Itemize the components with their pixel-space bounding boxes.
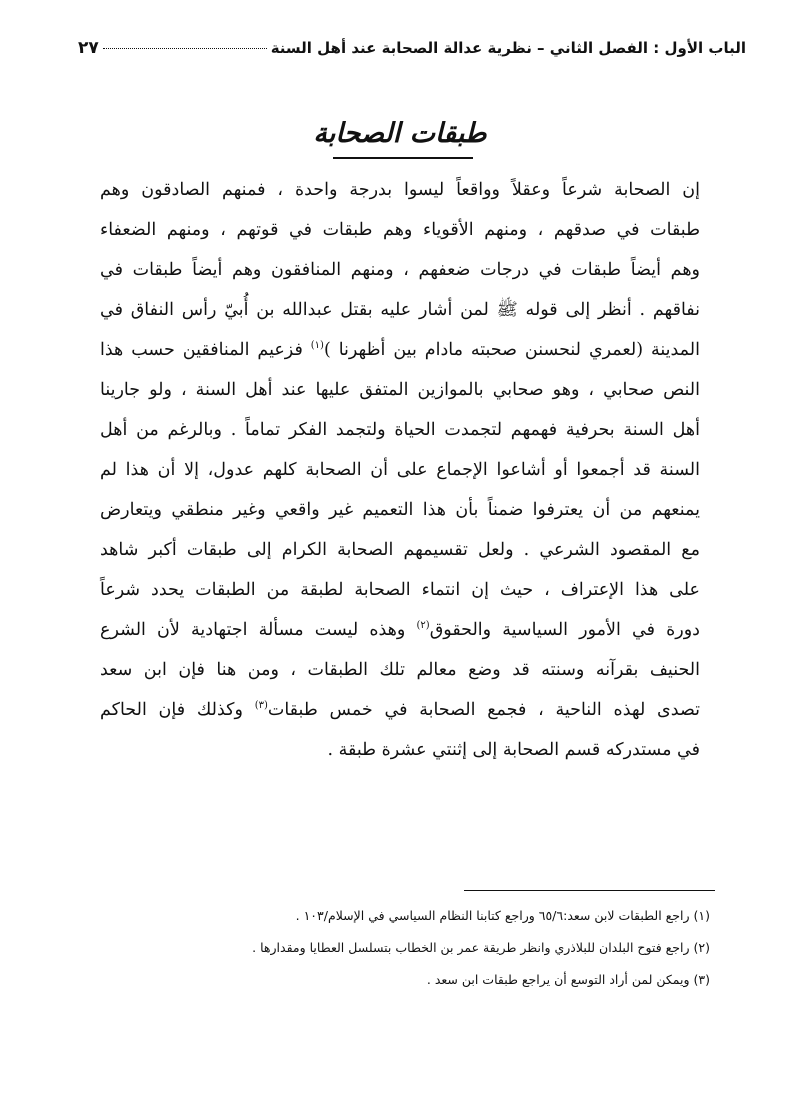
body-line-text: دورة في الأمور السياسية والحقوق [429,620,700,640]
body-line: السنة قد أجمعوا أو أشاعوا الإجماع على أن الصحابة كلهم عدول، إلا أن هذا لم [100,460,700,480]
body-line-text: فزعيم المنافقين حسب هذا [100,340,303,360]
body-line: في مستدركه قسم الصحابة إلى إثنتي عشرة طبقة . [327,740,700,760]
page-number: ٢٧ [78,38,99,58]
body-line: وهم أيضاً طبقات في درجات ضعفهم ، ومنهم المنافقون وهم أيضاً طبقات في [100,260,700,280]
body-line: يمنعهم من أن يعترفوا ضمناً بأن هذا التعميم غير واقعي وغير منطقي ويتعارض [100,500,700,520]
running-title: الباب الأول : الفصل الثاني – نظرية عدالة الصحابة عند أهل السنة [270,39,746,57]
section-title: طبقات الصحابة [313,118,487,149]
footnote-ref-1: (١) [310,340,324,352]
body-line: إن الصحابة شرعاً وعقلاً وواقعاً ليسوا بدرجة واحدة ، فمنهم الصادقون وهم [100,180,700,200]
body-line-text: تصدى لهذه الناحية ، فجمع الصحابة في خمس طبقات [267,700,700,720]
footnotes [150,900,710,996]
body-line: مع المقصود الشرعي . ولعل تقسيمهم الصحابة الكرام إلى طبقات أكبر شاهد [100,540,700,560]
body-line: الحنيف بقرآنه وسنته قد وضع معالم تلك الطبقات ، ومن هنا فإن ابن سعد [100,660,700,680]
body-line: نفاقهم . أنظر إلى قوله ﷺ لمن أشار عليه بقتل عبدالله بن أُبيّ رأس النفاق في [100,300,700,320]
body-line-text: وكذلك فإن الحاكم [100,700,243,720]
footnote-separator [464,890,715,891]
body-line [100,330,700,370]
footnote-ref-3: (٣) [254,700,268,712]
body-line [100,690,700,730]
body-line: النص صحابي ، وهو صحابي بالموازين المتفق عليها عند أهل السنة ، ولو جارينا [100,380,700,400]
footnote-1: (١) راجع الطبقات لابن سعد:٦٥/٦ وراجع كتابنا النظام السياسي في الإسلام/١٠٣ . [295,908,710,923]
footnote-2: (٢) راجع فتوح البلدان للبلاذري وانظر طريقة عمر بن الخطاب بتسلسل العطايا ومقدارها . [252,940,710,955]
footnote-ref-2: (٢) [416,620,430,632]
body-line [100,610,700,650]
body-line: على هذا الإعتراف ، حيث إن انتماء الصحابة لطبقة من الطبقات يحدد شرعاً [100,580,700,600]
body-line: أهل السنة بحرفية فهمهم لتجمدت الحياة ولتجمد الفكر تماماً . وبالرغم من أهل [100,420,700,440]
body-line-text: وهذه ليست مسألة اجتهادية لأن الشرع [100,620,406,640]
title-underline [333,157,473,159]
footnote-3: (٣) ويمكن لمن أراد التوسع أن يراجع طبقات ابن سعد . [426,972,710,987]
body-line-text: المدينة (لعمري لنحسنن صحبته مادام بين أظهرنا ) [323,340,700,360]
body-line: طبقات في صدقهم ، ومنهم الأقوياء وهم طبقات في قوتهم ، ومنهم الضعفاء [100,220,700,240]
header-dot-leader [103,48,267,49]
running-header [78,38,746,64]
body-text [100,170,700,770]
